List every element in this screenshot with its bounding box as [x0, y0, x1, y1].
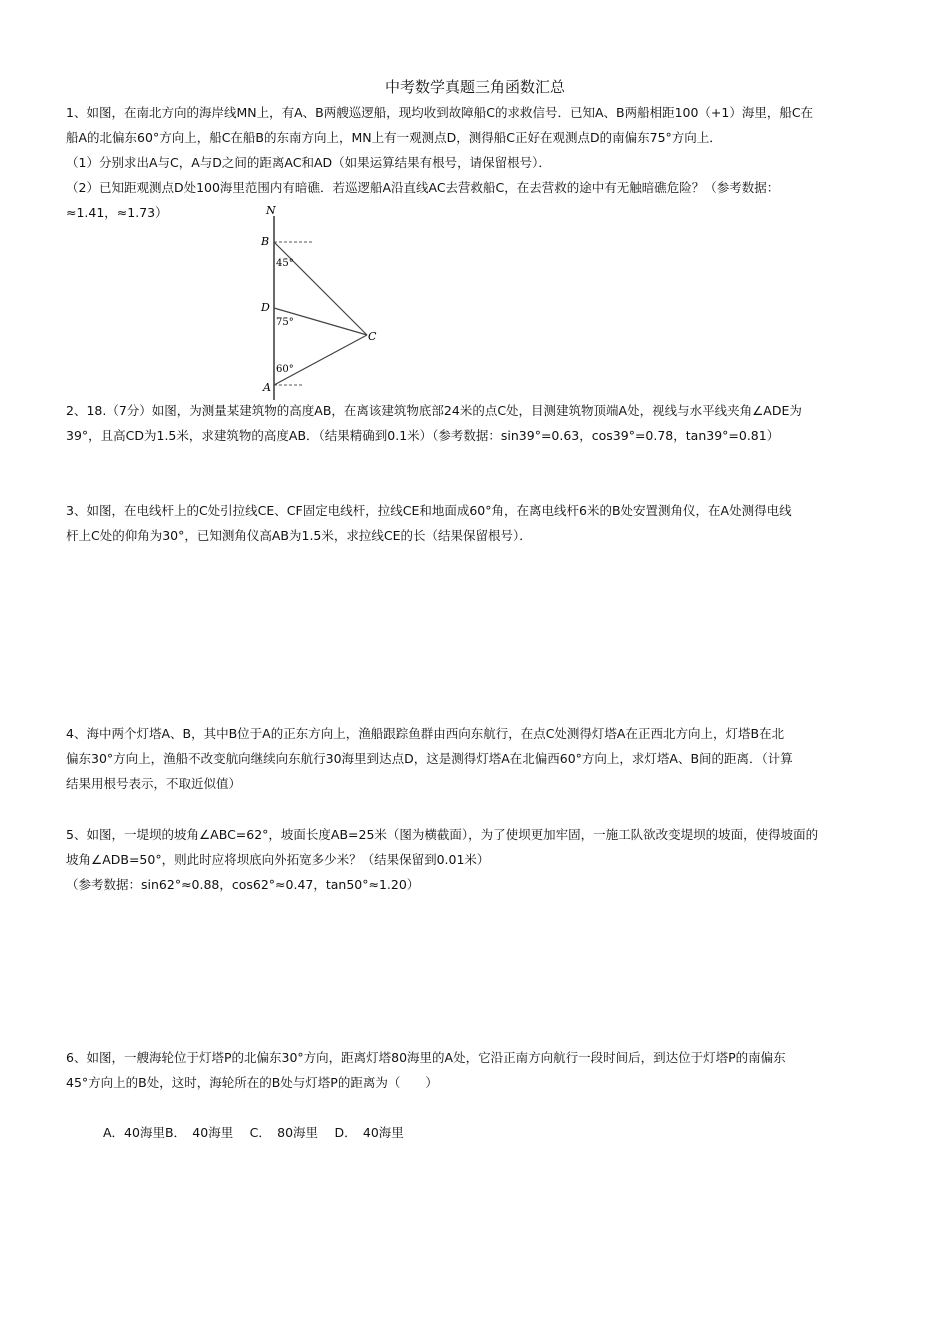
- angle-b: 45°: [276, 258, 294, 269]
- label-c: C: [368, 330, 377, 343]
- q5-line1: 5、如图，一堤坝的坡角∠ABC=62°，坡面长度AB=25米（图为横截面），为了使坝更加牢固，一施工队欲改变堤坝的坡面，使得坡面的: [66, 827, 819, 842]
- q1-line5: ≈1.41，≈1.73）: [66, 205, 168, 220]
- ac-line: [274, 335, 367, 385]
- q2-line1: 2、18.（7分）如图，为测量某建筑物的高度AB，在离该建筑物底部24米的点C处，目测建筑物顶端A处，视线与水平线夹角∠ADE为: [66, 403, 802, 418]
- q4-line2: 偏东30°方向上，渔船不改变航向继续向东航行30海里到达点D，这是测得灯塔A在北偏西60°方向上，求灯塔A、B间的距离．（计算: [66, 751, 793, 766]
- label-d: D: [261, 301, 270, 314]
- label-b: B: [261, 235, 270, 248]
- q1-line2: 船A的北偏东60°方向上，船C在船B的东南方向上，MN上有一观测点D，测得船C正好在观测点D的南偏东75°方向上．: [66, 130, 722, 145]
- label-a: A: [263, 381, 271, 394]
- q5-line3: （参考数据：sin62°≈0.88，cos62°≈0.47，tan50°≈1.20）: [66, 877, 420, 892]
- q3-line2: 杆上C处的仰角为30°，已知测角仪高AB为1.5米，求拉线CE的长（结果保留根号）．: [66, 528, 532, 543]
- q1-line1: 1、如图，在南北方向的海岸线MN上，有A、B两艘巡逻船，现均收到故障船C的求救信号．已知A、B两船相距100（+1）海里，船C在: [66, 105, 814, 120]
- page-title: 中考数学真题三角函数汇总: [384, 78, 565, 96]
- q5-line2: 坡角∠ADB=50°，则此时应将坝底向外拓宽多少米？（结果保留到0.01米）: [66, 852, 490, 867]
- q1-line3: （1）分别求出A与C，A与D之间的距离AC和AD（如果运算结果有根号，请保留根号）．: [66, 155, 551, 170]
- q6-line1: 6、如图，一艘海轮位于灯塔P的北偏东30°方向，距离灯塔80海里的A处，它沿正南方向航行一段时间后，到达位于灯塔P的南偏东: [66, 1050, 786, 1065]
- q2-line2: 39°，且高CD为1.5米，求建筑物的高度AB．（结果精确到0.1米）（参考数据：sin39°=0.63，cos39°=0.78，tan39°=0.81）: [66, 428, 780, 443]
- q1-figure: [255, 202, 385, 402]
- q6-line2: 45°方向上的B处，这时，海轮所在的B处与灯塔P的距离为（ ）: [66, 1075, 438, 1090]
- angle-d: 75°: [276, 317, 294, 328]
- q4-line3: 结果用根号表示，不取近似值）: [66, 776, 242, 791]
- label-n: N: [266, 204, 276, 217]
- q3-line1: 3、如图，在电线杆上的C处引拉线CE、CF固定电线杆，拉线CE和地面成60°角，在离电线杆6米的B处安置测角仪，在A处测得电线: [66, 503, 792, 518]
- q6-choices: A．40海里B． 40海里 C． 80海里 D． 40海里: [103, 1125, 404, 1140]
- q1-line4: （2）已知距观测点D处100海里范围内有暗礁．若巡逻船A沿直线AC去营救船C，在去营救的途中有无触暗礁危险？（参考数据：: [66, 180, 780, 195]
- q4-line1: 4、海中两个灯塔A、B，其中B位于A的正东方向上，渔船跟踪鱼群由西向东航行，在点C处测得灯塔A在正西北方向上，灯塔B在北: [66, 726, 785, 741]
- angle-a: 60°: [276, 364, 294, 375]
